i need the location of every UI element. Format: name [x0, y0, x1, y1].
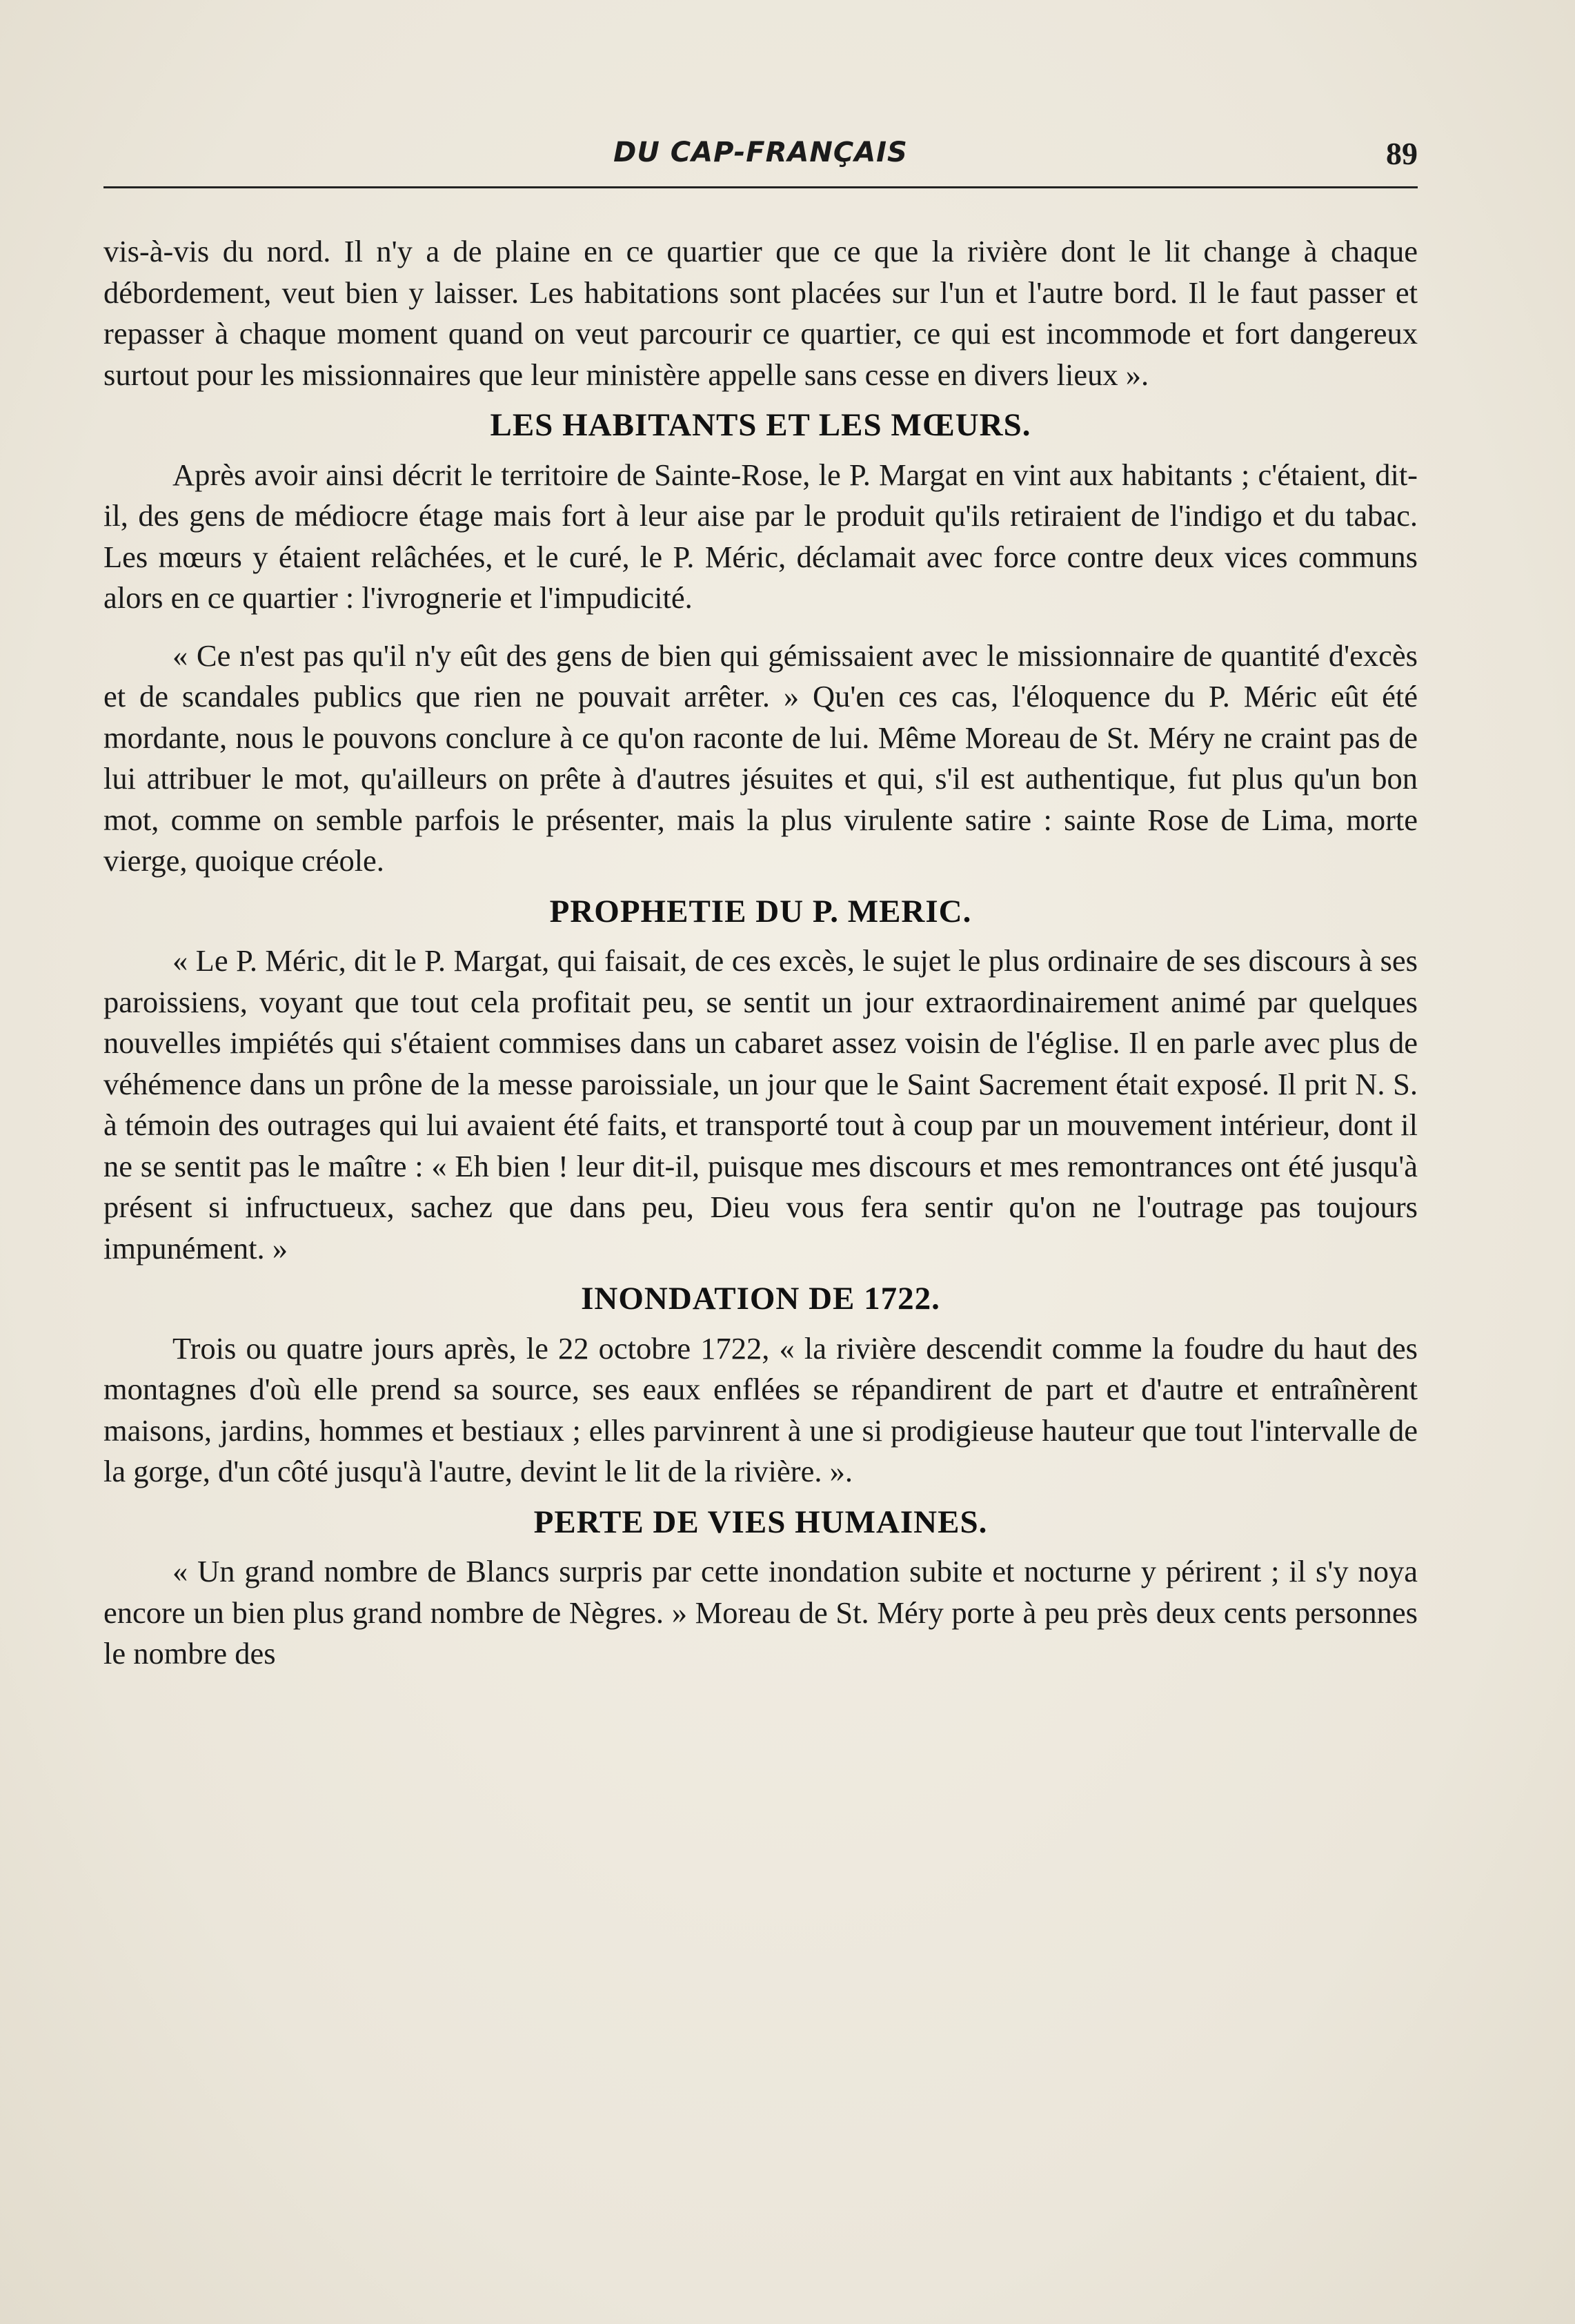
section-heading-inondation: INONDATION DE 1722.	[581, 1281, 940, 1317]
running-title: DU CAP-FRANÇAIS	[613, 137, 908, 168]
prophetie-paragraph: « Le P. Méric, dit le P. Margat, qui faisait, de ces excès, le sujet le plus ordinaire de ses discours à ses paroissiens, voyant que tout cela profitait peu, se sentit un jour extraordinairement animé par quelques nouvelles impiétés qui s'étaient commises dans un cabaret assez voisin de l'église. Il en parle avec plus de véhémence dans un prône de la messe paroissiale, un jour que le Saint Sacrement était exposé. Il prit N. S. à témoin des outrages qui lui avaient été faits, et transporté tout à coup par un mouvement intérieur, dont il ne se sentit pas le maître : « Eh bien ! leur dit-il, puisque mes discours et mes remontrances ont été jusqu'à présent si infructueux, sachez que dans peu, Dieu vous fera sentir qu'on ne l'outrage pas toujours impunément. »	[103, 943, 1418, 1266]
intro-paragraph: vis-à-vis du nord. Il n'y a de plaine en ce quartier que ce que la rivière dont le lit change à chaque débordement, veut bien y laisser. Les habitations sont placées sur l'un et l'autre bord. Il le faut passer et repasser à chaque moment quand on veut parcourir ce quartier, ce qui est incommode et fort dangereux surtout pour les missionnaires que leur ministère appelle sans cesse en divers lieux ».	[103, 234, 1418, 392]
section-heading-habitants: LES HABITANTS ET LES MŒURS.	[490, 407, 1031, 443]
habitants-paragraph-1: Après avoir ainsi décrit le territoire de Sainte-Rose, le P. Margat en vint aux habitants ; c'étaient, dit-il, des gens de médiocre étage mais fort à leur aise par le produit qu'ils retiraient de l'indigo et du tabac. Les mœurs y étaient relâchées, et le curé, le P. Méric, déclamait avec force contre deux vices communs alors en ce quartier : l'ivrognerie et l'impudicité.	[103, 457, 1418, 615]
page-number: 89	[1386, 136, 1418, 171]
habitants-paragraph-2: « Ce n'est pas qu'il n'y eût des gens de bien qui gémissaient avec le missionnaire de quantité d'excès et de scandales publics que rien ne pouvait arrêter. » Qu'en ces cas, l'éloquence du P. Méric eût été mordante, nous le pouvons conclure à ce qu'on raconte de lui. Même Moreau de St. Méry ne craint pas de lui attribuer le mot, qu'ailleurs on prête à d'autres jésuites et qui, s'il est authentique, fut plus qu'un bon mot, comme on semble parfois le présenter, mais la plus virulente satire : sainte Rose de Lima, morte vierge, quoique créole.	[103, 638, 1418, 878]
page-header	[103, 131, 1418, 188]
section-heading-prophetie: PROPHETIE DU P. MERIC.	[549, 893, 972, 929]
inondation-paragraph: Trois ou quatre jours après, le 22 octobre 1722, « la rivière descendit comme la foudre du haut des montagnes d'où elle prend sa source, ses eaux enflées se répandirent de part et d'autre et entraînèrent maisons, jardins, hommes et bestiaux ; elles parvinrent à une si prodigieuse hauteur que tout l'intervalle de la gorge, d'un côté jusqu'à l'autre, devint le lit de la rivière. ».	[103, 1330, 1418, 1488]
perte-paragraph: « Un grand nombre de Blancs surpris par cette inondation subite et nocturne y périrent ; il s'y noya encore un bien plus grand nombre de Nègres. » Moreau de St. Méry porte à peu près deux cents personnes le nombre des	[103, 1554, 1418, 1671]
page-body	[103, 231, 1418, 1675]
section-heading-perte: PERTE DE VIES HUMAINES.	[533, 1504, 988, 1540]
